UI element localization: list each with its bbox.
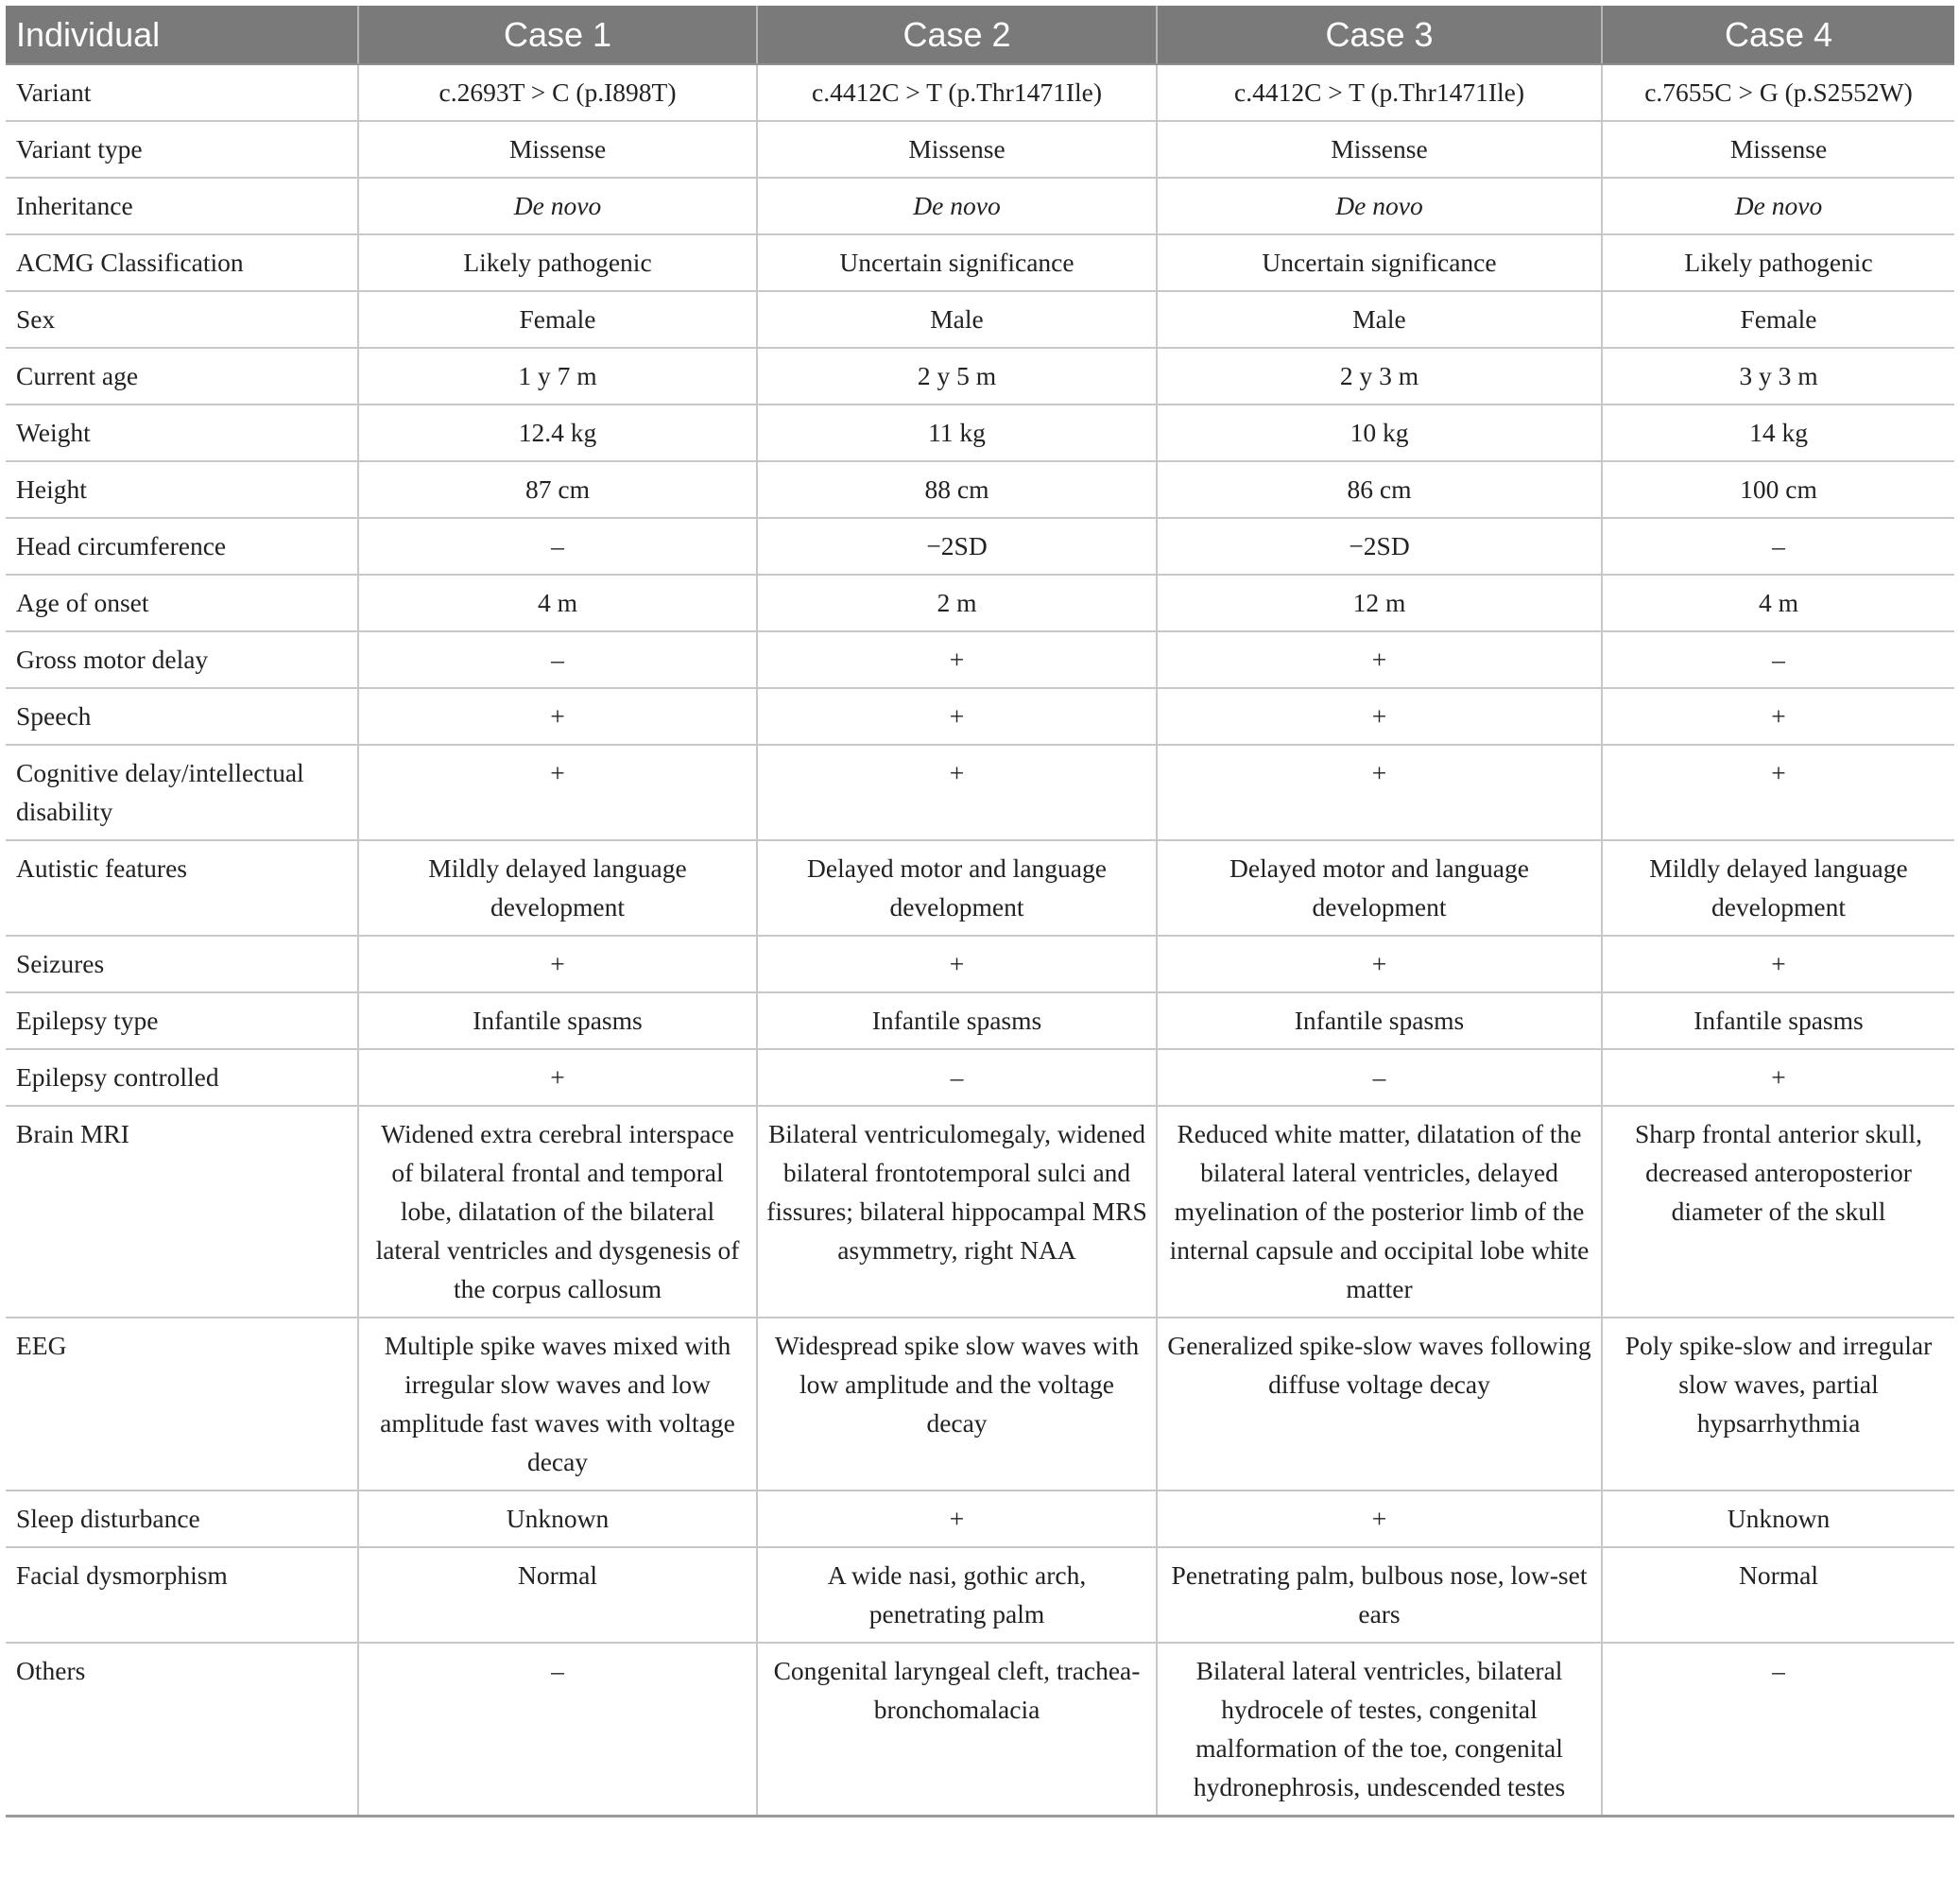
table-cell: – [358,631,757,688]
table-row [6,840,1954,936]
row-label: Gross motor delay [6,631,358,688]
table-row [6,688,1954,745]
table-cell: 10 kg [1157,405,1602,461]
table-cell: + [358,688,757,745]
table-cell: 88 cm [757,461,1157,518]
table-cell: 14 kg [1602,405,1954,461]
table-row [6,992,1954,1049]
table-cell: Male [1157,291,1602,348]
table-cell: + [1157,1490,1602,1547]
table-cell: Bilateral ventriculomegaly, widened bilateral frontotemporal sulci and fissures; bilateral hippocampal MRS asymmetry, right NAA [757,1106,1157,1318]
table-cell: Mildly delayed language development [358,840,757,936]
table-cell: Missense [1157,121,1602,178]
table-cell: + [1602,936,1954,992]
table-cell: – [1157,1049,1602,1106]
table-cell: + [1157,936,1602,992]
table-cell: Female [1602,291,1954,348]
row-label: Facial dysmorphism [6,1547,358,1643]
clinical-table-container [6,6,1954,1818]
row-label: EEG [6,1318,358,1490]
table-cell: – [1602,631,1954,688]
table-cell: 3 y 3 m [1602,348,1954,405]
table-cell: Multiple spike waves mixed with irregular slow waves and low amplitude fast waves with voltage decay [358,1318,757,1490]
table-cell: + [757,1490,1157,1547]
table-row [6,1049,1954,1106]
table-cell: + [757,631,1157,688]
table-cell: De novo [358,178,757,234]
header-case-1: Case 1 [358,6,757,64]
row-label: Head circumference [6,518,358,575]
table-cell: c.4412C > T (p.Thr1471Ile) [757,64,1157,121]
table-row [6,1318,1954,1490]
table-cell: Poly spike-slow and irregular slow waves, partial hypsarrhythmia [1602,1318,1954,1490]
table-cell: + [1602,745,1954,840]
table-cell: Delayed motor and language development [1157,840,1602,936]
table-header [6,6,1954,64]
table-cell: Unknown [1602,1490,1954,1547]
row-label: ACMG Classification [6,234,358,291]
table-cell: Missense [358,121,757,178]
table-row [6,1490,1954,1547]
table-cell: 4 m [358,575,757,631]
table-cell: + [1157,745,1602,840]
header-individual: Individual [6,6,358,64]
table-cell: Reduced white matter, dilatation of the bilateral lateral ventricles, delayed myelination of the posterior limb of the internal capsule and occipital lobe white matter [1157,1106,1602,1318]
table-row [6,121,1954,178]
table-cell: Likely pathogenic [358,234,757,291]
table-cell: 11 kg [757,405,1157,461]
table-cell: Normal [358,1547,757,1643]
table-cell: Penetrating palm, bulbous nose, low-set ears [1157,1547,1602,1643]
table-cell: c.2693T > C (p.I898T) [358,64,757,121]
table-cell: Mildly delayed language development [1602,840,1954,936]
table-row [6,234,1954,291]
table-cell: 4 m [1602,575,1954,631]
table-cell: – [358,1643,757,1817]
table-cell: Infantile spasms [358,992,757,1049]
table-cell: 86 cm [1157,461,1602,518]
row-label: Current age [6,348,358,405]
table-cell: – [358,518,757,575]
table-cell: 2 m [757,575,1157,631]
row-label: Epilepsy type [6,992,358,1049]
row-label: Variant [6,64,358,121]
table-cell: 100 cm [1602,461,1954,518]
header-row [6,6,1954,64]
table-cell: + [757,745,1157,840]
table-cell: Uncertain significance [757,234,1157,291]
table-cell: + [1602,1049,1954,1106]
table-cell: De novo [1602,178,1954,234]
row-label: Autistic features [6,840,358,936]
table-row [6,178,1954,234]
row-label: Cognitive delay/intellectual disability [6,745,358,840]
table-cell: Normal [1602,1547,1954,1643]
table-cell: Sharp frontal anterior skull, decreased anteroposterior diameter of the skull [1602,1106,1954,1318]
row-label: Epilepsy controlled [6,1049,358,1106]
row-label: Variant type [6,121,358,178]
row-label: Weight [6,405,358,461]
header-case-2: Case 2 [757,6,1157,64]
row-label: Sex [6,291,358,348]
table-cell: 12 m [1157,575,1602,631]
table-cell: + [358,745,757,840]
header-case-4: Case 4 [1602,6,1954,64]
table-row [6,745,1954,840]
table-cell: A wide nasi, gothic arch, penetrating palm [757,1547,1157,1643]
table-cell: Missense [1602,121,1954,178]
table-row [6,461,1954,518]
table-cell: 87 cm [358,461,757,518]
table-row [6,631,1954,688]
row-label: Height [6,461,358,518]
table-cell: Uncertain significance [1157,234,1602,291]
table-row [6,64,1954,121]
table-cell: + [1602,688,1954,745]
row-label: Sleep disturbance [6,1490,358,1547]
table-cell: + [757,936,1157,992]
row-label: Age of onset [6,575,358,631]
table-cell: Missense [757,121,1157,178]
table-cell: Widespread spike slow waves with low amplitude and the voltage decay [757,1318,1157,1490]
table-row [6,518,1954,575]
table-row [6,936,1954,992]
table-cell: Generalized spike-slow waves following diffuse voltage decay [1157,1318,1602,1490]
table-cell: – [757,1049,1157,1106]
table-row [6,1643,1954,1817]
table-cell: + [1157,688,1602,745]
table-cell: c.7655C > G (p.S2552W) [1602,64,1954,121]
table-cell: – [1602,518,1954,575]
table-row [6,1547,1954,1643]
table-row [6,405,1954,461]
table-row [6,1106,1954,1318]
table-cell: Likely pathogenic [1602,234,1954,291]
table-cell: + [1157,631,1602,688]
table-cell: −2SD [757,518,1157,575]
table-cell: Congenital laryngeal cleft, trachea-bronchomalacia [757,1643,1157,1817]
table-cell: De novo [1157,178,1602,234]
table-cell: Male [757,291,1157,348]
table-cell: + [757,688,1157,745]
table-cell: + [358,936,757,992]
row-label: Brain MRI [6,1106,358,1318]
table-cell: Unknown [358,1490,757,1547]
clinical-features-table [6,6,1954,1818]
table-row [6,575,1954,631]
row-label: Speech [6,688,358,745]
table-cell: 1 y 7 m [358,348,757,405]
table-cell: – [1602,1643,1954,1817]
table-cell: De novo [757,178,1157,234]
row-label: Inheritance [6,178,358,234]
table-cell: 2 y 3 m [1157,348,1602,405]
table-cell: Bilateral lateral ventricles, bilateral hydrocele of testes, congenital malformation of the toe, congenital hydronephrosis, undescended testes [1157,1643,1602,1817]
table-row [6,291,1954,348]
table-cell: Infantile spasms [1602,992,1954,1049]
table-cell: 12.4 kg [358,405,757,461]
row-label: Seizures [6,936,358,992]
row-label: Others [6,1643,358,1817]
table-cell: Delayed motor and language development [757,840,1157,936]
table-cell: Infantile spasms [1157,992,1602,1049]
table-cell: Infantile spasms [757,992,1157,1049]
table-body [6,64,1954,1817]
table-cell: 2 y 5 m [757,348,1157,405]
table-cell: Female [358,291,757,348]
table-cell: Widened extra cerebral interspace of bilateral frontal and temporal lobe, dilatation of the bilateral lateral ventricles and dysgenesis of the corpus callosum [358,1106,757,1318]
table-row [6,348,1954,405]
table-cell: + [358,1049,757,1106]
header-case-3: Case 3 [1157,6,1602,64]
table-cell: −2SD [1157,518,1602,575]
table-cell: c.4412C > T (p.Thr1471Ile) [1157,64,1602,121]
